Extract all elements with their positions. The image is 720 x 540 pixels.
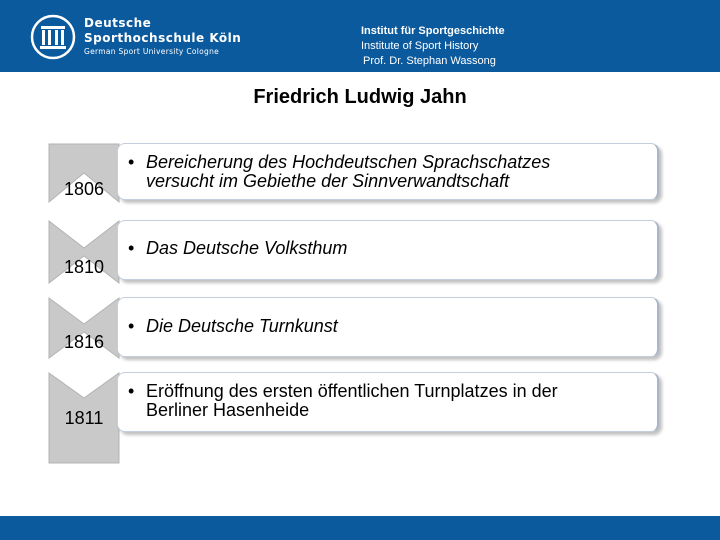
building-icon — [30, 14, 76, 60]
event-text-line: Berliner Hasenheide — [146, 400, 310, 420]
institute-name-en: Institute of Sport History — [361, 40, 479, 52]
event-text-line: Eröffnung des ersten öffentlichen Turnplatzes in der — [146, 381, 558, 401]
timeline-row — [0, 372, 720, 464]
professor-name: Prof. Dr. Stephan Wassong — [363, 55, 496, 67]
event-text-line: Das Deutsche Volksthum — [146, 238, 348, 258]
event-text-line: versucht im Gebiethe der Sinnverwandtschaft — [146, 171, 510, 191]
event-text-line: Bereicherung des Hochdeutschen Sprachschatzes — [146, 152, 551, 172]
bullet-icon: • — [128, 238, 135, 258]
slide-title: Friedrich Ludwig Jahn — [253, 86, 467, 108]
event-text-line: Die Deutsche Turnkunst — [146, 316, 338, 336]
bullet-icon: • — [128, 316, 135, 336]
year-label: 1816 — [63, 332, 105, 352]
year-label: 1811 — [64, 408, 104, 428]
year-label: 1810 — [63, 257, 105, 277]
timeline-row — [0, 143, 720, 203]
footer-bar — [0, 516, 720, 540]
timeline-row — [0, 297, 720, 359]
header-bar — [0, 0, 720, 72]
logo-line-1: Deutsche — [84, 16, 152, 30]
event-box — [117, 297, 659, 357]
institute-name-de: Institut für Sportgeschichte — [361, 25, 505, 37]
year-label: 1806 — [63, 179, 105, 199]
university-logo — [30, 14, 242, 60]
bullet-icon: • — [128, 381, 135, 401]
institute-info — [361, 24, 505, 69]
timeline-row — [0, 220, 720, 284]
bullet-icon: • — [128, 152, 135, 172]
logo-line-2: Sporthochschule Köln — [84, 31, 242, 45]
event-box — [117, 220, 659, 280]
event-box — [117, 372, 659, 432]
logo-line-3: German Sport University Cologne — [84, 47, 220, 56]
event-box — [117, 143, 659, 200]
